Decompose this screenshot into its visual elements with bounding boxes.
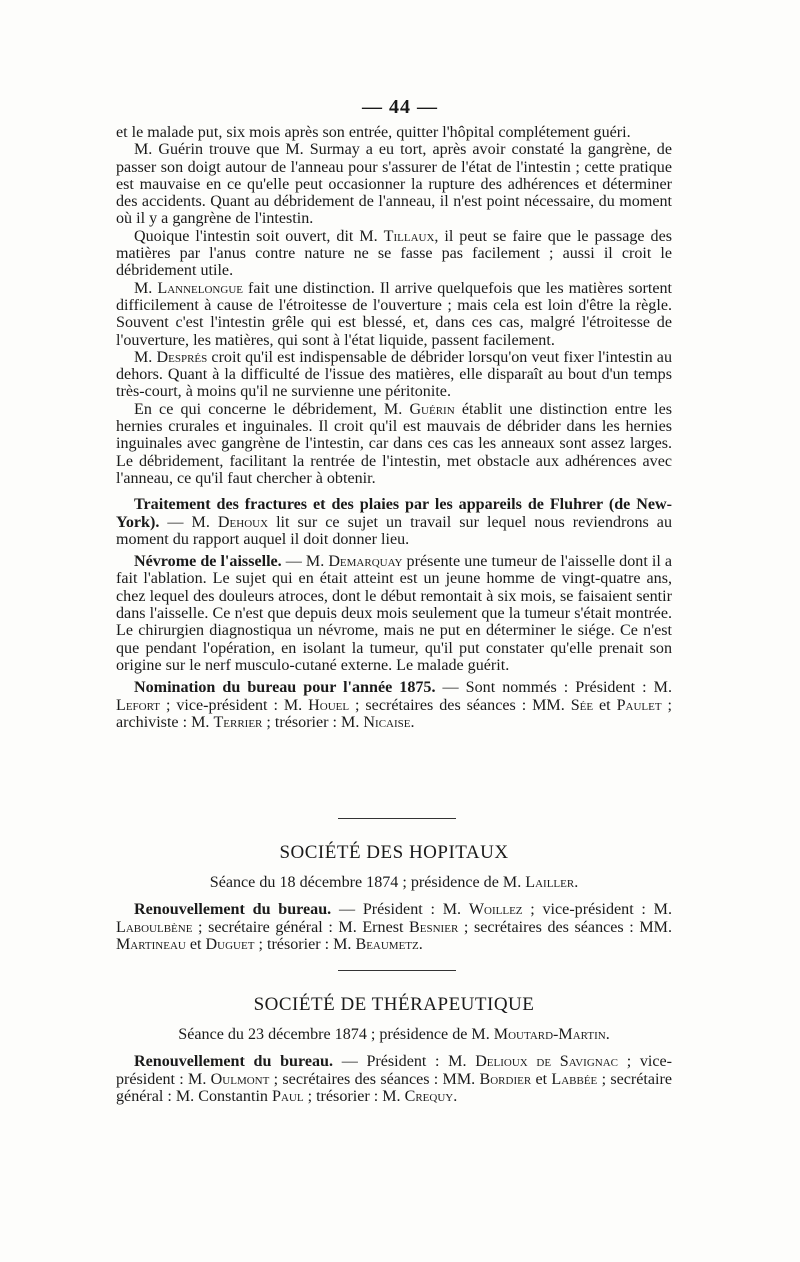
- text: .: [453, 1087, 458, 1105]
- fractures-paragraph: [116, 496, 672, 548]
- text: En ce qui concerne le débridement, M.: [134, 400, 410, 418]
- text: et: [531, 1070, 552, 1088]
- societe-therapeutique-section: [116, 994, 672, 1105]
- section-divider: [338, 818, 456, 819]
- section-heading: Renouvellement du bureau.: [134, 901, 332, 919]
- text: ; secrétaires des séances : MM.: [458, 918, 672, 936]
- text: ; trésorier : M.: [254, 935, 356, 953]
- section-title: SOCIÉTÉ DE THÉRAPEUTIQUE: [253, 994, 535, 1015]
- person-name: Lailler: [525, 874, 575, 891]
- person-name: Oulmont: [210, 1070, 270, 1088]
- seance-line: [116, 874, 672, 891]
- text: — Sont nommés : Président : M.: [435, 679, 673, 697]
- text: ; trésorier : M.: [303, 1087, 405, 1105]
- societe-hopitaux-section: [116, 842, 672, 953]
- paragraph: [116, 401, 672, 487]
- paragraph: [116, 280, 672, 349]
- text: .: [605, 1026, 610, 1043]
- person-name: Terrier: [213, 713, 263, 731]
- text: ; secrétaire général : M. Constantin: [116, 1070, 672, 1105]
- text: ; secrétaire général : M. Ernest: [192, 918, 410, 936]
- person-name: Nicaise: [363, 713, 411, 731]
- person-name: Paulet: [616, 696, 662, 714]
- section-heading: Nomination du bureau pour l'année 1875.: [134, 679, 436, 697]
- person-name: Delioux de Savignac: [475, 1053, 619, 1071]
- nomination-paragraph: [116, 679, 672, 731]
- person-name: Lannelongue: [157, 279, 243, 297]
- text: M.: [134, 348, 157, 366]
- text: — M.: [281, 553, 329, 571]
- person-name: Moutard-Martin: [493, 1026, 606, 1043]
- text: — Président : M.: [333, 1053, 476, 1071]
- person-name: Beaumetz: [355, 935, 419, 953]
- person-name: Bordier: [479, 1070, 532, 1088]
- text: ; secrétaires des séances : MM.: [269, 1070, 480, 1088]
- bureau-paragraph: [116, 1053, 672, 1105]
- text: , il peut se faire que le passage des matières par l'anus contre nature ne se fasse pas facilement ; aussi il croit le débridement utile.: [116, 227, 672, 280]
- text: ; secrétaires des séances : MM.: [349, 696, 571, 714]
- text: Séance du 23 décembre 1874 ; présidence de M.: [178, 1026, 494, 1043]
- text: ; vice-président : M.: [522, 901, 673, 919]
- paragraph: M. Guérin trouve que M. Surmay a eu tort, après avoir constaté la gangrène, de passer son doigt autour de l'anneau pour s'assurer de l'état de l'intestin ; cette pratique est mauvaise en ce qu'elle peut occasionner la rupture des adhérences et déterminer des accidents. Quant au débridement de l'anneau, il n'est point nécessaire, du moment où il y a gangrène de l'intestin.: [116, 141, 672, 228]
- text: .: [418, 935, 423, 953]
- text: et: [185, 935, 206, 953]
- person-name: Labbée: [551, 1070, 598, 1088]
- paragraph: [116, 228, 672, 280]
- person-name: Lefort: [116, 696, 161, 714]
- text: Quoique l'intestin soit ouvert, dit M.: [134, 227, 384, 245]
- session-report: [116, 124, 672, 731]
- person-name: Woillez: [468, 901, 523, 919]
- text: Séance du 18 décembre 1874 ; présidence de M.: [209, 874, 526, 891]
- section-heading: Névrome de l'aisselle.: [134, 553, 282, 571]
- text: présente une tumeur de l'aisselle dont il a fait l'ablation. Le sujet qui en était atteint est un jeune homme de vingt-quatre ans, chez lequel des douleurs atroces, dont le début remontait à six mois, se faisaient sentir dans l'aisselle. Ce n'est que depuis deux mois seulement que la tumeur s'était montrée. Le chirurgien diagnostiqua un névrome, mais ne put en déterminer le siége. Ce n'est que pendant l'opération, en isolant la tumeur, qu'il put constater qu'elle prenait son origine sur le nerf musculo-cutané externe. Le malade guérit.: [116, 553, 672, 674]
- person-name: Houel: [308, 696, 350, 714]
- text: .: [574, 874, 579, 891]
- nevrome-paragraph: [116, 553, 672, 674]
- person-name: Martineau: [116, 935, 186, 953]
- person-name: Besnier: [409, 918, 459, 936]
- section-heading: Traitement des fractures et des plaies par les appareils de Fluhrer (de New-York).: [116, 496, 672, 531]
- text: et: [593, 696, 617, 714]
- person-name: Demarquay: [328, 553, 403, 571]
- seance-line: [116, 1026, 672, 1043]
- paragraph: [116, 349, 672, 401]
- person-name: Dehoux: [217, 513, 269, 531]
- person-name: Laboulbène: [116, 918, 193, 936]
- section-divider: [338, 970, 456, 971]
- person-name: Guérin: [409, 400, 455, 418]
- person-name: Crequy: [404, 1087, 454, 1105]
- text: ; trésorier : M.: [262, 713, 364, 731]
- bureau-paragraph: [116, 901, 672, 953]
- text: croit qu'il est indispensable de débrider lorsqu'on veut fixer l'intestin au dehors. Quant à la difficulté de l'issue des matières, elle disparaît au bout d'un temps très-court, à moins qu'il ne survienne une péritonite.: [116, 348, 672, 401]
- text: ; vice-président : M.: [160, 696, 309, 714]
- text: .: [410, 713, 415, 731]
- section-title: SOCIÉTÉ DES HOPITAUX: [279, 842, 509, 863]
- text: — M.: [159, 513, 218, 531]
- section-heading: Renouvellement du bureau.: [134, 1053, 334, 1071]
- text: ; vice-président : M.: [116, 1053, 672, 1088]
- text: lit sur ce sujet un travail sur lequel nous reviendrons au moment du rapport auquel il doit donner lieu.: [116, 513, 672, 548]
- person-name: Paul: [272, 1087, 304, 1105]
- text: M.: [134, 279, 158, 297]
- person-name: Sée: [570, 696, 594, 714]
- paragraph: et le malade put, six mois après son entrée, quitter l'hôpital complétement guéri.: [116, 124, 631, 141]
- text: établit une distinction entre les hernies crurales et inguinales. Il croit qu'il est mauvais de débrider dans les hernies inguinales avec gangrène de l'intestin, car dans ces cas les anneaux sont assez larges. Le débridement, facilitant la rentrée de l'intestin, met obstacle aux adhérences avec l'anneau, ce qu'il faut chercher à obtenir.: [116, 400, 672, 487]
- person-name: Tillaux: [383, 227, 435, 245]
- text: — Président : M.: [331, 901, 469, 919]
- person-name: Duguet: [205, 935, 255, 953]
- text: ; archiviste : M.: [116, 696, 672, 731]
- person-name: Després: [156, 348, 208, 366]
- page-number: — 44 —: [362, 96, 438, 118]
- text: fait une distinction. Il arrive quelquefois que les matières sortent difficilement à cause de l'étroitesse de l'ouverture ; mais cela est loin d'être la règle. Souvent c'est l'intestin grêle qui est blessé, et, dans ces cas, malgré l'étroitesse de l'ouverture, les matières, qui sont à l'état liquide, passent facilement.: [116, 279, 673, 349]
